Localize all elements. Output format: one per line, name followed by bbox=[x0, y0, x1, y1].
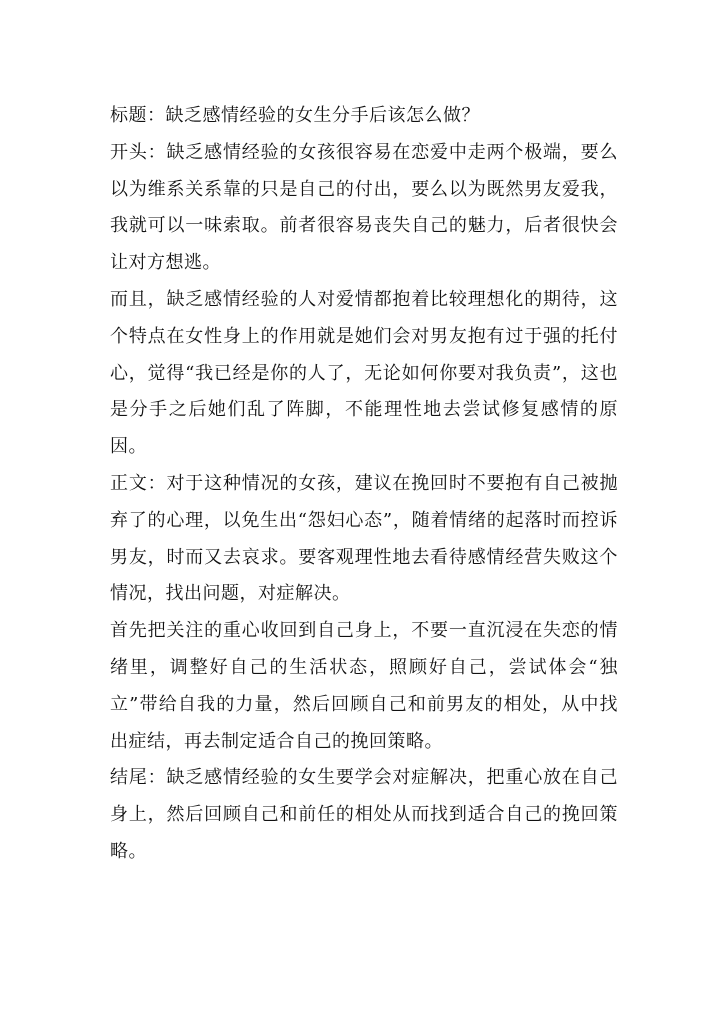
title-paragraph: 标题：缺乏感情经验的女生分手后该怎么做？ bbox=[110, 105, 480, 126]
context-paragraph: 而且，缺乏感情经验的人对爱情都抱着比较理想化的期待，这个特点在女性身上的作用就是她们会对男友抱有过于强的托付心，觉得“我已经是你的人了，无论如何你要对我负责”，这也是分手之后她们乱了阵脚，不能理性地去尝试修复感情的原因。 bbox=[110, 288, 618, 458]
main-body-paragraph: 正文：对于这种情况的女孩，建议在挽回时不要抱有自己被抛弃了的心理，以免生出“怨妇心态”，随着情绪的起落时而控诉男友，时而又去哀求。要客观理性地去看待感情经营失败这个情况，找出问题，对症解决。 bbox=[110, 472, 618, 605]
conclusion-paragraph: 结尾：缺乏感情经验的女生要学会对症解决，把重心放在自己身上，然后回顾自己和前任的相处从而找到适合自己的挽回策略。 bbox=[110, 767, 618, 862]
opening-paragraph: 开头：缺乏感情经验的女孩很容易在恋爱中走两个极端，要么以为维系关系靠的只是自己的付出，要么以为既然男友爱我，我就可以一味索取。前者很容易丧失自己的魅力，后者很快会让对方想逃。 bbox=[110, 141, 618, 274]
advice-paragraph: 首先把关注的重心收回到自己身上，不要一直沉浸在失恋的情绪里，调整好自己的生活状态，照顾好自己，尝试体会“独立”带给自我的力量，然后回顾自己和前男友的相处，从中找出症结，再去制定适合自己的挽回策略。 bbox=[110, 620, 618, 752]
document-body bbox=[110, 98, 618, 871]
